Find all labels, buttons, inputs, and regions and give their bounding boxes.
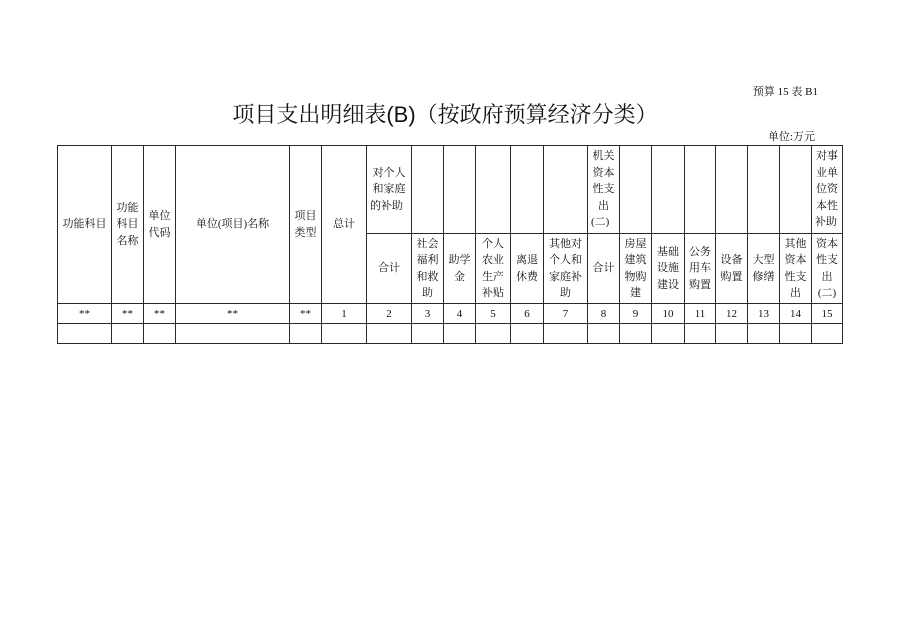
column-number-cell: 9	[620, 304, 652, 324]
project-expenditure-table	[57, 145, 843, 344]
group-header-empty-cell	[780, 146, 812, 234]
empty-cell	[112, 324, 144, 344]
empty-cell	[652, 324, 685, 344]
column-number-cell: 3	[412, 304, 444, 324]
col-header-vehicle-purchase: 公务用车购置	[685, 234, 716, 304]
column-number-cell: **	[176, 304, 290, 324]
column-number-cell: 6	[511, 304, 544, 324]
empty-cell	[588, 324, 620, 344]
col-header-project-type: 项目类型	[290, 146, 322, 304]
group-header-empty-cell	[412, 146, 444, 234]
column-number-cell: 4	[444, 304, 476, 324]
empty-cell	[620, 324, 652, 344]
column-number-cell: 11	[685, 304, 716, 324]
col-header-retirement-pay: 离退休费	[511, 234, 544, 304]
empty-data-row	[58, 324, 843, 344]
column-number-cell: 15	[812, 304, 843, 324]
column-number-cell: 13	[748, 304, 780, 324]
empty-cell	[748, 324, 780, 344]
empty-cell	[716, 324, 748, 344]
col-header-capital-expenditure-ii: 资本性支出(二)	[812, 234, 843, 304]
header-row-groups	[58, 146, 843, 234]
column-number-cell: 10	[652, 304, 685, 324]
col-header-unit-code: 单位代码	[144, 146, 176, 304]
col-header-major-repair: 大型修缮	[748, 234, 780, 304]
column-number-cell: **	[58, 304, 112, 324]
empty-cell	[812, 324, 843, 344]
empty-cell	[290, 324, 322, 344]
empty-cell	[511, 324, 544, 344]
group-header-institution-capital-subsidy: 对事业单位资本性补助	[812, 146, 843, 234]
empty-cell	[58, 324, 112, 344]
col-header-unit-project-name: 单位(项目)名称	[176, 146, 290, 304]
empty-cell	[544, 324, 588, 344]
col-header-farm-production-subsidy: 个人农业生产补贴	[476, 234, 511, 304]
empty-cell	[367, 324, 412, 344]
col-header-equipment-purchase: 设备购置	[716, 234, 748, 304]
empty-cell	[176, 324, 290, 344]
empty-cell	[685, 324, 716, 344]
empty-cell	[444, 324, 476, 344]
col-header-functional-subject-name: 功能科目名称	[112, 146, 144, 304]
empty-cell	[322, 324, 367, 344]
form-code-label: 预算 15 表 B1	[752, 86, 818, 98]
col-header-other-personal-subsidy: 其他对个人和家庭补助	[544, 234, 588, 304]
group-header-empty-cell	[748, 146, 780, 234]
col-header-infrastructure: 基础设施建设	[652, 234, 685, 304]
col-header-total: 总计	[322, 146, 367, 304]
col-header-other-capital: 其他资本性支出	[780, 234, 812, 304]
column-number-cell: 7	[544, 304, 588, 324]
empty-cell	[144, 324, 176, 344]
column-number-cell: 8	[588, 304, 620, 324]
group-header-empty-cell	[685, 146, 716, 234]
column-number-cell: 2	[367, 304, 412, 324]
col-header-student-aid: 助学金	[444, 234, 476, 304]
col-header-functional-subject: 功能科目	[58, 146, 112, 304]
col-header-social-welfare-relief: 社会福利和救助	[412, 234, 444, 304]
col-header-personal-subtotal: 合计	[367, 234, 412, 304]
column-number-cell: 14	[780, 304, 812, 324]
group-header-empty-cell	[444, 146, 476, 234]
column-number-cell: 5	[476, 304, 511, 324]
column-number-cell: 1	[322, 304, 367, 324]
group-header-empty-cell	[652, 146, 685, 234]
column-number-cell: **	[290, 304, 322, 324]
col-header-capital-subtotal: 合计	[588, 234, 620, 304]
empty-cell	[476, 324, 511, 344]
group-header-empty-cell	[544, 146, 588, 234]
empty-cell	[412, 324, 444, 344]
column-number-row	[58, 304, 843, 324]
column-number-cell: **	[144, 304, 176, 324]
empty-cell	[780, 324, 812, 344]
column-number-cell: **	[112, 304, 144, 324]
column-number-cell: 12	[716, 304, 748, 324]
group-header-empty-cell	[716, 146, 748, 234]
document-title: 项目支出明细表(B)（按政府预算经济分类）	[232, 102, 658, 127]
group-header-agency-capital-expenditure: 机关资本性支出(二)	[588, 146, 620, 234]
group-header-empty-cell	[620, 146, 652, 234]
group-header-empty-cell	[511, 146, 544, 234]
group-header-personal-family-subsidy: 对个人和家庭的补助	[367, 146, 412, 234]
col-header-building-construction: 房屋建筑物购建	[620, 234, 652, 304]
group-header-empty-cell	[476, 146, 511, 234]
unit-label: 单位:万元	[767, 131, 815, 143]
